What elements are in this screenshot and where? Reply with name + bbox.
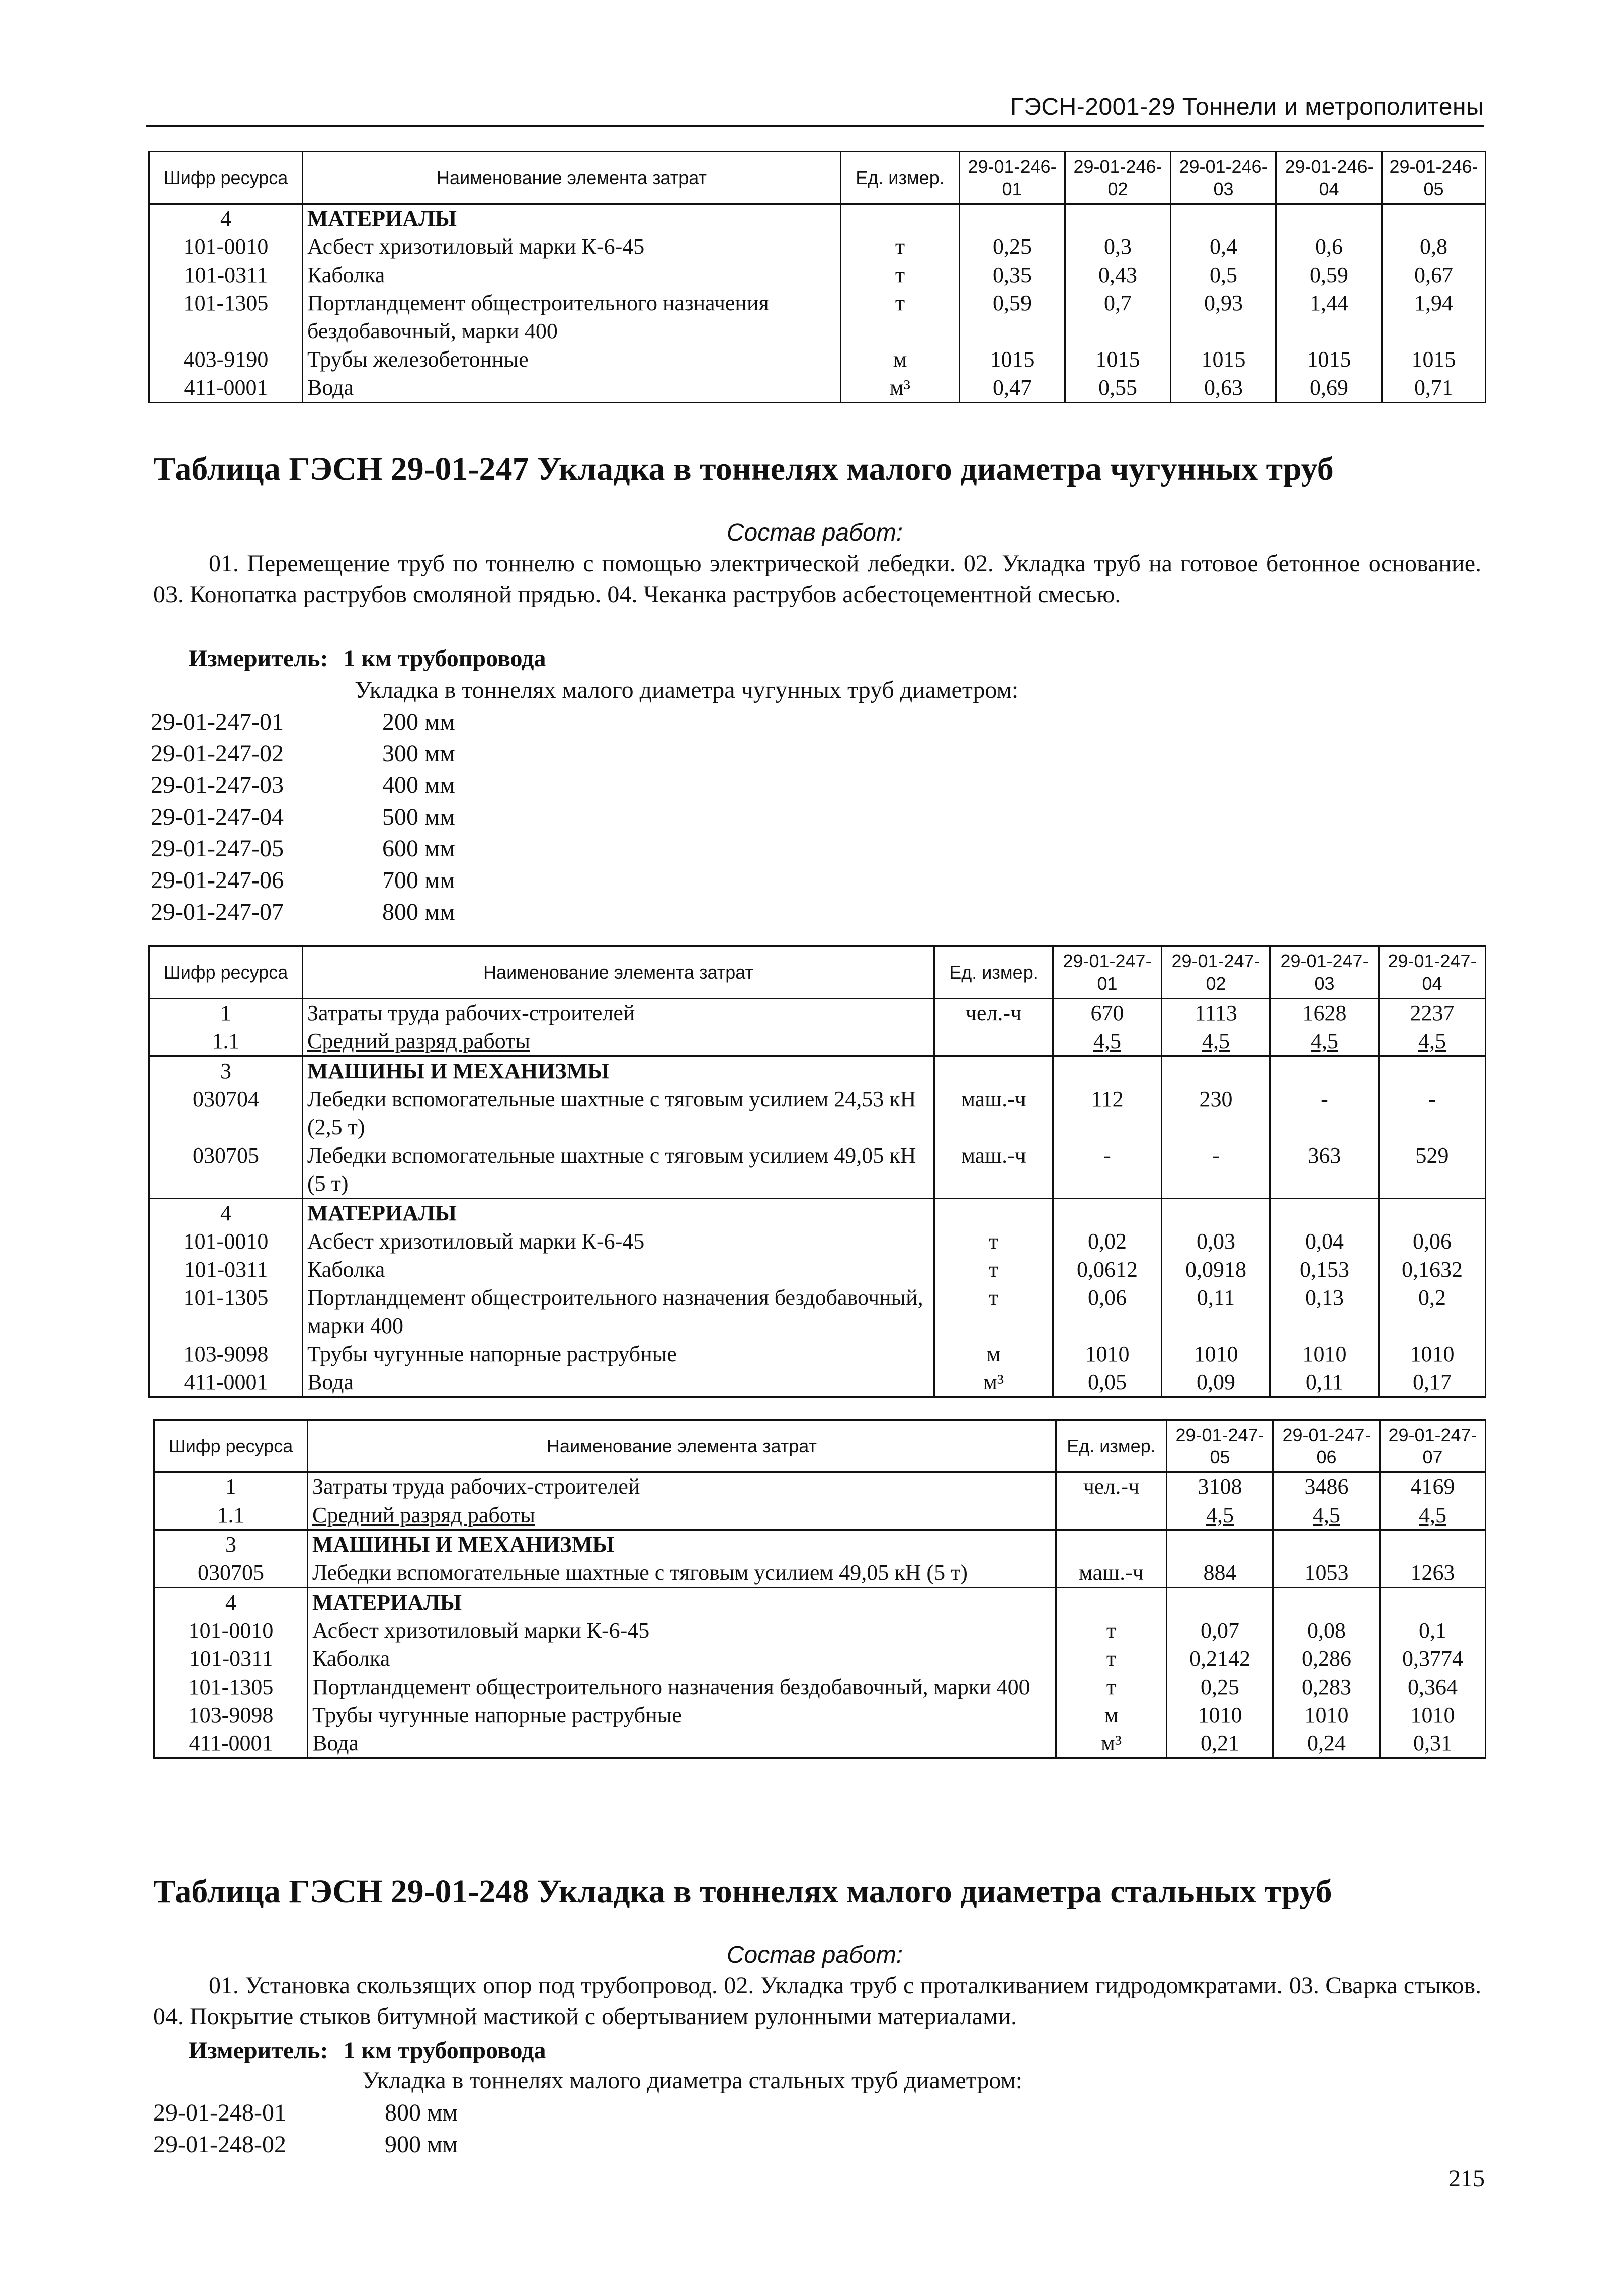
cell-value: 0,35	[960, 261, 1065, 289]
header-unit: Ед. измер.	[1056, 1420, 1167, 1472]
cell-code: 101-1305	[149, 289, 303, 345]
table-row	[149, 374, 1486, 403]
cell-name: Лебедки вспомогательные шахтные с тяговым усилием 24,53 кН (2,5 т)	[303, 1085, 934, 1141]
cell-name: Каболка	[308, 1645, 1056, 1673]
cell-name: Вода	[308, 1729, 1056, 1758]
table-row	[149, 1227, 1486, 1256]
cell-value: 0,07	[1167, 1617, 1273, 1645]
variant-diameter: 500 мм	[382, 804, 455, 830]
list-item	[151, 706, 455, 738]
header-name: Наименование элемента затрат	[308, 1420, 1056, 1472]
table-row	[149, 345, 1486, 374]
cell-value: 4,5	[1379, 1027, 1486, 1056]
cell-unit: маш.-ч	[934, 1085, 1053, 1141]
header-col: 29-01-247-06	[1273, 1420, 1380, 1472]
table-row	[154, 1701, 1486, 1729]
cell-name: Средний разряд работы	[308, 1501, 1056, 1530]
variant-code: 29-01-247-02	[151, 740, 284, 767]
table-row	[149, 233, 1486, 261]
variant-code: 29-01-248-02	[153, 2131, 286, 2158]
cell-value: 4169	[1380, 1472, 1486, 1502]
cell-value: 4,5	[1270, 1027, 1379, 1056]
variant-diameter: 900 мм	[385, 2131, 458, 2158]
header-name: Наименование элемента затрат	[303, 152, 841, 204]
table-row	[149, 1056, 1486, 1086]
cell-code: 101-0311	[154, 1645, 308, 1673]
cell-value: 0,05	[1053, 1368, 1162, 1397]
list-item	[151, 769, 455, 801]
cell-name: Трубы чугунные напорные раструбные	[308, 1701, 1056, 1729]
cell-name: Каболка	[303, 261, 841, 289]
table-row	[149, 999, 1486, 1028]
cell-value: 0,71	[1382, 374, 1486, 403]
table-29-01-247-part2	[153, 1419, 1486, 1759]
cell-value: 0,0918	[1162, 1256, 1270, 1284]
section-title: МАШИНЫ И МЕХАНИЗМЫ	[308, 1530, 1056, 1559]
cell-value: 2237	[1379, 999, 1486, 1028]
header-col: 29-01-246-01	[960, 152, 1065, 204]
cell-unit: т	[841, 289, 960, 345]
cell-value: 3108	[1167, 1472, 1273, 1502]
cell-code: 101-0010	[149, 1227, 303, 1256]
section-code: 3	[149, 1056, 303, 1086]
cell-code: 030704	[149, 1085, 303, 1141]
cell-value: 670	[1053, 999, 1162, 1028]
cell-value: 4,5	[1167, 1501, 1273, 1530]
cell-value: 3486	[1273, 1472, 1380, 1502]
cell-value: 1010	[1162, 1340, 1270, 1368]
cell-value: 1010	[1270, 1340, 1379, 1368]
measure-value: 1 км трубопровода	[343, 2037, 546, 2064]
header-col: 29-01-247-01	[1053, 946, 1162, 999]
header-col: 29-01-247-07	[1380, 1420, 1486, 1472]
cell-unit: маш.-ч	[934, 1141, 1053, 1199]
cell-unit: т	[1056, 1645, 1167, 1673]
cell-code: 103-9098	[149, 1340, 303, 1368]
cell-value: 0,63	[1171, 374, 1276, 403]
cell-name: Портландцемент общестроительного назначения бездобавочный, марки 400	[303, 289, 841, 345]
cell-value: 0,13	[1270, 1284, 1379, 1340]
list-item	[151, 833, 455, 864]
section-code: 3	[154, 1530, 308, 1559]
variants-list	[153, 2097, 458, 2160]
cell-name: Затраты труда рабочих-строителей	[308, 1472, 1056, 1502]
cell-value: 112	[1053, 1085, 1162, 1141]
header-code: Шифр ресурса	[149, 946, 303, 999]
cell-value: 0,364	[1380, 1673, 1486, 1701]
cell-value: 4,5	[1053, 1027, 1162, 1056]
cell-value: -	[1053, 1141, 1162, 1199]
table-row	[149, 1256, 1486, 1284]
cell-name: Средний разряд работы	[303, 1027, 934, 1056]
list-item	[151, 801, 455, 833]
table-row	[154, 1588, 1486, 1617]
header-col: 29-01-246-05	[1382, 152, 1486, 204]
table-row	[154, 1617, 1486, 1645]
table-row	[154, 1472, 1486, 1502]
cell-value: 0,286	[1273, 1645, 1380, 1673]
cell-value: 0,24	[1273, 1729, 1380, 1758]
cell-name: Каболка	[303, 1256, 934, 1284]
cell-value: 1010	[1380, 1701, 1486, 1729]
variant-diameter: 700 мм	[382, 867, 455, 894]
table-row	[154, 1673, 1486, 1701]
section-title: МАШИНЫ И МЕХАНИЗМЫ	[303, 1056, 934, 1086]
table-29-01-247-part1	[148, 945, 1486, 1398]
cell-name: Асбест хризотиловый марки К-6-45	[308, 1617, 1056, 1645]
cell-unit: т	[934, 1256, 1053, 1284]
table-row	[149, 1284, 1486, 1340]
table-row	[149, 1141, 1486, 1199]
variant-code: 29-01-247-03	[151, 772, 284, 799]
cell-name: Затраты труда рабочих-строителей	[303, 999, 934, 1028]
table-row	[149, 1199, 1486, 1228]
table-29-01-246-materials	[148, 151, 1486, 403]
header-unit: Ед. измер.	[934, 946, 1053, 999]
cell-value: 1,94	[1382, 289, 1486, 345]
cell-value: 0,06	[1379, 1227, 1486, 1256]
cell-value: 363	[1270, 1141, 1379, 1199]
list-item	[153, 2097, 458, 2129]
variant-diameter: 300 мм	[382, 740, 455, 767]
cell-value: 0,21	[1167, 1729, 1273, 1758]
cell-code: 411-0001	[149, 1368, 303, 1397]
header-unit: Ед. измер.	[841, 152, 960, 204]
cell-value: 1015	[960, 345, 1065, 374]
cell-value: 0,55	[1065, 374, 1171, 403]
running-header	[146, 90, 1484, 127]
cell-value: -	[1162, 1141, 1270, 1199]
cell-value: 0,1	[1380, 1617, 1486, 1645]
cell-value: 0,04	[1270, 1227, 1379, 1256]
cell-value: 0,1632	[1379, 1256, 1486, 1284]
variants-list	[151, 706, 455, 928]
table-row	[149, 1027, 1486, 1056]
cell-value: 1263	[1380, 1559, 1486, 1588]
cell-value: 0,25	[960, 233, 1065, 261]
cell-value: 1010	[1273, 1701, 1380, 1729]
header-col: 29-01-246-04	[1276, 152, 1382, 204]
cell-unit: м	[934, 1340, 1053, 1368]
cell-unit: т	[934, 1227, 1053, 1256]
table-row	[154, 1645, 1486, 1673]
cell-name: Лебедки вспомогательные шахтные с тяговым усилием 49,05 кН (5 т)	[303, 1141, 934, 1199]
cell-code: 1	[154, 1472, 308, 1502]
header-col: 29-01-247-03	[1270, 946, 1379, 999]
cell-value: 230	[1162, 1085, 1270, 1141]
cell-value: 0,11	[1270, 1368, 1379, 1397]
cell-value: 0,43	[1065, 261, 1171, 289]
cell-code: 1	[149, 999, 303, 1028]
cell-code: 1.1	[154, 1501, 308, 1530]
cell-value: 1628	[1270, 999, 1379, 1028]
work-composition-text: 01. Перемещение труб по тоннелю с помощью электрической лебедки. 02. Укладка труб на готовое бетонное основание. 03. Конопатка раструбов смоляной прядью. 04. Чеканка раструбов асбестоцементной смесью.	[153, 550, 1481, 608]
table-row	[149, 204, 1486, 233]
section-code: 4	[149, 1199, 303, 1228]
list-item	[153, 2129, 458, 2160]
cell-value: 0,7	[1065, 289, 1171, 345]
cell-value: 0,31	[1380, 1729, 1486, 1758]
cell-name: Асбест хризотиловый марки К-6-45	[303, 1227, 934, 1256]
table-row	[149, 1085, 1486, 1141]
variant-code: 29-01-247-07	[151, 899, 284, 925]
section-code: 4	[149, 204, 303, 233]
cell-code: 101-0010	[154, 1617, 308, 1645]
variant-diameter: 600 мм	[382, 835, 455, 862]
header-col: 29-01-246-02	[1065, 152, 1171, 204]
table-row	[149, 289, 1486, 345]
running-header-text: ГЭСН-2001-29 Тоннели и метрополитены	[1010, 94, 1484, 120]
measure-label: Измеритель:	[189, 645, 328, 672]
cell-value: 0,3774	[1380, 1645, 1486, 1673]
table-title-248: Таблица ГЭСН 29-01-248 Укладка в тоннелях малого диаметра стальных труб	[153, 1873, 1332, 1910]
measure-unit	[189, 644, 546, 674]
cell-value: 0,0612	[1053, 1256, 1162, 1284]
cell-unit: чел.-ч	[934, 999, 1053, 1028]
cell-value: 1015	[1171, 345, 1276, 374]
cell-value: 0,153	[1270, 1256, 1379, 1284]
variant-diameter: 800 мм	[382, 899, 455, 925]
cell-value: 0,06	[1053, 1284, 1162, 1340]
section-title: МАТЕРИАЛЫ	[303, 1199, 934, 1228]
work-composition-text: 01. Установка скользящих опор под трубопровод. 02. Укладка труб с проталкиванием гидродомкратами. 03. Сварка стыков. 04. Покрытие стыков битумной мастикой с обертыванием рулонными материалами.	[153, 1972, 1481, 2030]
cell-code: 101-1305	[149, 1284, 303, 1340]
work-composition-heading: Состав работ:	[726, 519, 903, 546]
list-item	[151, 864, 455, 896]
cell-value: 0,2	[1379, 1284, 1486, 1340]
cell-value: 0,283	[1273, 1673, 1380, 1701]
cell-name: Асбест хризотиловый марки К-6-45	[303, 233, 841, 261]
table-row	[154, 1729, 1486, 1758]
cell-code: 030705	[149, 1141, 303, 1199]
cell-code: 403-9190	[149, 345, 303, 374]
cell-code: 030705	[154, 1559, 308, 1588]
cell-value: 1010	[1167, 1701, 1273, 1729]
variant-code: 29-01-247-06	[151, 867, 284, 894]
cell-value: 1015	[1065, 345, 1171, 374]
cell-unit: маш.-ч	[1056, 1559, 1167, 1588]
cell-unit: м³	[934, 1368, 1053, 1397]
cell-code: 101-0311	[149, 1256, 303, 1284]
cell-value: 0,5	[1171, 261, 1276, 289]
variants-intro: Укладка в тоннелях малого диаметра стальных труб диаметром:	[362, 2067, 1023, 2094]
list-item	[151, 896, 455, 928]
cell-name: Трубы железобетонные	[303, 345, 841, 374]
cell-value: 0,03	[1162, 1227, 1270, 1256]
cell-value: 1,44	[1276, 289, 1382, 345]
measure-value: 1 км трубопровода	[343, 645, 546, 672]
cell-value: 1053	[1273, 1559, 1380, 1588]
cell-unit: т	[841, 233, 960, 261]
cell-unit: т	[1056, 1673, 1167, 1701]
variant-diameter: 200 мм	[382, 709, 455, 735]
cell-code: 411-0001	[154, 1729, 308, 1758]
table-row	[149, 1340, 1486, 1368]
variants-intro: Укладка в тоннелях малого диаметра чугунных труб диаметром:	[355, 677, 1019, 703]
cell-value: 0,17	[1379, 1368, 1486, 1397]
cell-unit: чел.-ч	[1056, 1472, 1167, 1502]
cell-code: 101-0311	[149, 261, 303, 289]
cell-name: Вода	[303, 374, 841, 403]
variant-code: 29-01-247-05	[151, 835, 284, 862]
cell-unit: м³	[1056, 1729, 1167, 1758]
header-code: Шифр ресурса	[154, 1420, 308, 1472]
cell-code: 1.1	[149, 1027, 303, 1056]
header-col: 29-01-247-04	[1379, 946, 1486, 999]
cell-code: 103-9098	[154, 1701, 308, 1729]
cell-unit: т	[1056, 1617, 1167, 1645]
variant-code: 29-01-247-04	[151, 804, 284, 830]
cell-value: 0,25	[1167, 1673, 1273, 1701]
variant-diameter: 800 мм	[385, 2099, 458, 2126]
cell-value: 0,02	[1053, 1227, 1162, 1256]
cell-code: 411-0001	[149, 374, 303, 403]
variant-diameter: 400 мм	[382, 772, 455, 799]
measure-label: Измеритель:	[189, 2037, 328, 2064]
section-code: 4	[154, 1588, 308, 1617]
cell-value: 0,59	[1276, 261, 1382, 289]
cell-value: 1015	[1276, 345, 1382, 374]
cell-value: -	[1270, 1085, 1379, 1141]
section-title: МАТЕРИАЛЫ	[303, 204, 841, 233]
cell-code: 101-0010	[149, 233, 303, 261]
cell-value: 0,09	[1162, 1368, 1270, 1397]
cell-value: 1010	[1053, 1340, 1162, 1368]
cell-code: 101-1305	[154, 1673, 308, 1701]
cell-unit: м³	[841, 374, 960, 403]
cell-value: 0,08	[1273, 1617, 1380, 1645]
table-title-247: Таблица ГЭСН 29-01-247 Укладка в тоннелях малого диаметра чугунных труб	[153, 451, 1334, 487]
cell-value: 4,5	[1380, 1501, 1486, 1530]
page-number: 215	[1448, 2165, 1485, 2192]
table-row	[154, 1501, 1486, 1530]
header-col: 29-01-247-05	[1167, 1420, 1273, 1472]
cell-unit: м	[1056, 1701, 1167, 1729]
header-name: Наименование элемента затрат	[303, 946, 934, 999]
cell-name: Лебедки вспомогательные шахтные с тяговым усилием 49,05 кН (5 т)	[308, 1559, 1056, 1588]
cell-unit: т	[934, 1284, 1053, 1340]
list-item	[151, 738, 455, 769]
cell-value: 0,4	[1171, 233, 1276, 261]
cell-unit: т	[841, 261, 960, 289]
cell-value: 0,69	[1276, 374, 1382, 403]
cell-value: 0,11	[1162, 1284, 1270, 1340]
header-code: Шифр ресурса	[149, 152, 303, 204]
cell-name: Портландцемент общестроительного назначения бездобавочный, марки 400	[303, 1284, 934, 1340]
cell-name: Трубы чугунные напорные раструбные	[303, 1340, 934, 1368]
measure-unit	[189, 2036, 546, 2066]
cell-value: 0,93	[1171, 289, 1276, 345]
work-composition-heading: Состав работ:	[726, 1941, 903, 1968]
cell-value: 4,5	[1162, 1027, 1270, 1056]
cell-value: 0,6	[1276, 233, 1382, 261]
table-row	[154, 1530, 1486, 1559]
table-row	[149, 261, 1486, 289]
cell-value: 529	[1379, 1141, 1486, 1199]
variant-code: 29-01-248-01	[153, 2099, 286, 2126]
cell-name: Вода	[303, 1368, 934, 1397]
cell-value: 0,8	[1382, 233, 1486, 261]
table-row	[154, 1559, 1486, 1588]
header-col: 29-01-246-03	[1171, 152, 1276, 204]
header-col: 29-01-247-02	[1162, 946, 1270, 999]
cell-value: 0,2142	[1167, 1645, 1273, 1673]
table-row	[149, 1368, 1486, 1397]
cell-name: Портландцемент общестроительного назначения бездобавочный, марки 400	[308, 1673, 1056, 1701]
cell-value: 0,59	[960, 289, 1065, 345]
variant-code: 29-01-247-01	[151, 709, 284, 735]
cell-value: 0,67	[1382, 261, 1486, 289]
cell-value: 1113	[1162, 999, 1270, 1028]
cell-value: 4,5	[1273, 1501, 1380, 1530]
cell-value: 1015	[1382, 345, 1486, 374]
cell-value: 0,47	[960, 374, 1065, 403]
section-title: МАТЕРИАЛЫ	[308, 1588, 1056, 1617]
cell-value: -	[1379, 1085, 1486, 1141]
cell-value: 884	[1167, 1559, 1273, 1588]
cell-unit: м	[841, 345, 960, 374]
cell-value: 1010	[1379, 1340, 1486, 1368]
cell-value: 0,3	[1065, 233, 1171, 261]
